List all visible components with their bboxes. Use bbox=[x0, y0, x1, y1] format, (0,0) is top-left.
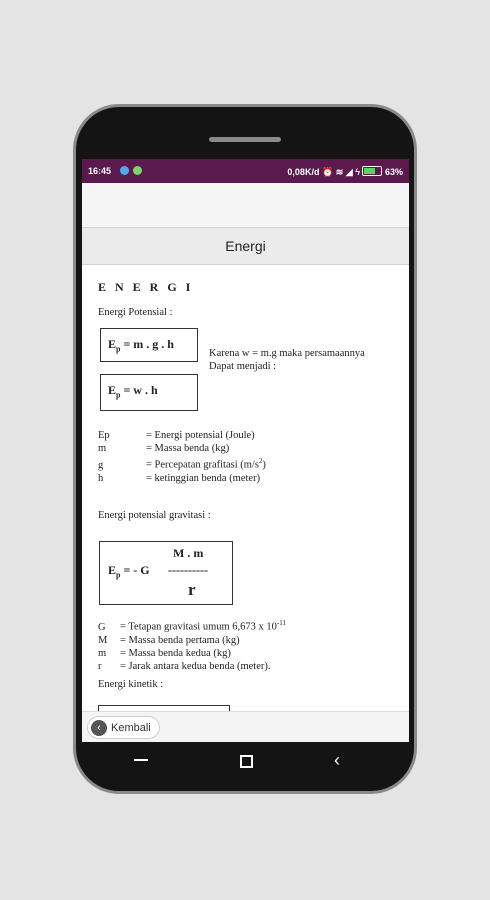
def-symbol: M bbox=[98, 634, 108, 646]
page-title: Energi bbox=[82, 227, 409, 265]
formula-box-wh bbox=[100, 374, 198, 411]
def-desc: = Tetapan gravitasi umum 6,673 x 10 bbox=[120, 621, 277, 633]
notification-icon bbox=[120, 166, 129, 175]
def-desc: = Massa benda pertama (kg) bbox=[120, 634, 240, 646]
definition-row bbox=[98, 617, 286, 634]
formula-box-gravity bbox=[99, 541, 233, 605]
home-nav-icon[interactable] bbox=[240, 755, 253, 768]
system-nav-bar bbox=[82, 742, 409, 780]
formula-denominator: r bbox=[188, 580, 196, 599]
formula-rest: = m . g . h bbox=[120, 337, 174, 351]
def-desc: = Massa benda (kg) bbox=[146, 443, 230, 454]
back-button[interactable] bbox=[87, 716, 160, 739]
formula-rest: = w . h bbox=[120, 383, 158, 397]
battery-percent: 63% bbox=[384, 167, 403, 177]
gravity-label: Energi potensial gravitasi : bbox=[98, 510, 211, 521]
fraction-line: ---------- bbox=[168, 563, 208, 577]
network-speed: 0,08K/d bbox=[287, 167, 320, 177]
formula-sub: p bbox=[116, 390, 121, 400]
gravity-definitions bbox=[98, 617, 286, 673]
section-heading: E N E R G I bbox=[98, 280, 194, 294]
content-area[interactable] bbox=[82, 265, 409, 711]
definition-row bbox=[98, 647, 286, 660]
menu-nav-icon[interactable] bbox=[134, 759, 148, 761]
formula-symbol: E bbox=[108, 337, 117, 351]
status-time: 16:45 bbox=[88, 166, 112, 176]
kinetic-label: Energi kinetik : bbox=[98, 679, 164, 690]
def-desc: = Jarak antara kedua benda (meter). bbox=[120, 660, 271, 672]
formula-box-mgh bbox=[100, 328, 198, 362]
def-symbol: G bbox=[98, 621, 106, 633]
back-arrow-icon: ‹ bbox=[91, 720, 107, 736]
def-symbol: g bbox=[98, 459, 104, 471]
def-desc: = Massa benda kedua (kg) bbox=[120, 647, 231, 659]
def-symbol: m bbox=[98, 647, 107, 659]
note-line-1: Karena w = m.g maka persamaannya bbox=[209, 348, 365, 359]
def-superscript: -11 bbox=[276, 619, 287, 627]
def-symbol: Ep bbox=[98, 430, 110, 441]
phone-speaker bbox=[209, 137, 281, 142]
def-desc: = Energi potensial (Joule) bbox=[146, 430, 255, 441]
battery-icon bbox=[362, 166, 382, 176]
definition-row bbox=[98, 634, 286, 647]
def-desc-close: ) bbox=[262, 459, 266, 471]
definition-row bbox=[98, 472, 266, 485]
bottom-bar bbox=[82, 711, 409, 742]
signal-icon: ◢ bbox=[345, 167, 353, 177]
back-nav-icon[interactable]: ‹ bbox=[334, 750, 340, 770]
definition-row bbox=[98, 429, 266, 442]
formula-symbol: E bbox=[108, 563, 117, 577]
definition-row bbox=[98, 660, 286, 673]
alarm-icon: ⏰ bbox=[321, 167, 334, 177]
wifi-icon: ≋ bbox=[335, 167, 344, 177]
formula-symbol: E bbox=[108, 383, 117, 397]
def-desc: = Percepatan grafitasi (m/s bbox=[146, 459, 259, 471]
phone-screen bbox=[82, 159, 409, 742]
def-symbol: h bbox=[98, 472, 104, 484]
def-desc: = ketinggian benda (meter) bbox=[146, 472, 261, 484]
status-right bbox=[287, 166, 403, 178]
formula-sub: p bbox=[116, 344, 121, 354]
potential-definitions bbox=[98, 429, 266, 485]
definition-row bbox=[98, 442, 266, 455]
formula-sub: p bbox=[116, 570, 121, 580]
formula-numerator: M . m bbox=[173, 546, 204, 560]
status-bar bbox=[82, 159, 409, 183]
formula-mid: = - G bbox=[120, 563, 150, 577]
charging-icon: ϟ bbox=[355, 167, 360, 177]
def-symbol: m bbox=[98, 443, 107, 454]
notification-icon bbox=[133, 166, 142, 175]
def-superscript: 2 bbox=[258, 457, 263, 465]
note-line-2: Dapat menjadi : bbox=[209, 361, 277, 372]
def-symbol: r bbox=[98, 660, 102, 672]
definition-row bbox=[98, 455, 266, 472]
back-button-label: Kembali bbox=[111, 722, 151, 734]
potential-label: Energi Potensial : bbox=[98, 307, 173, 318]
toolbar-area bbox=[82, 183, 409, 227]
